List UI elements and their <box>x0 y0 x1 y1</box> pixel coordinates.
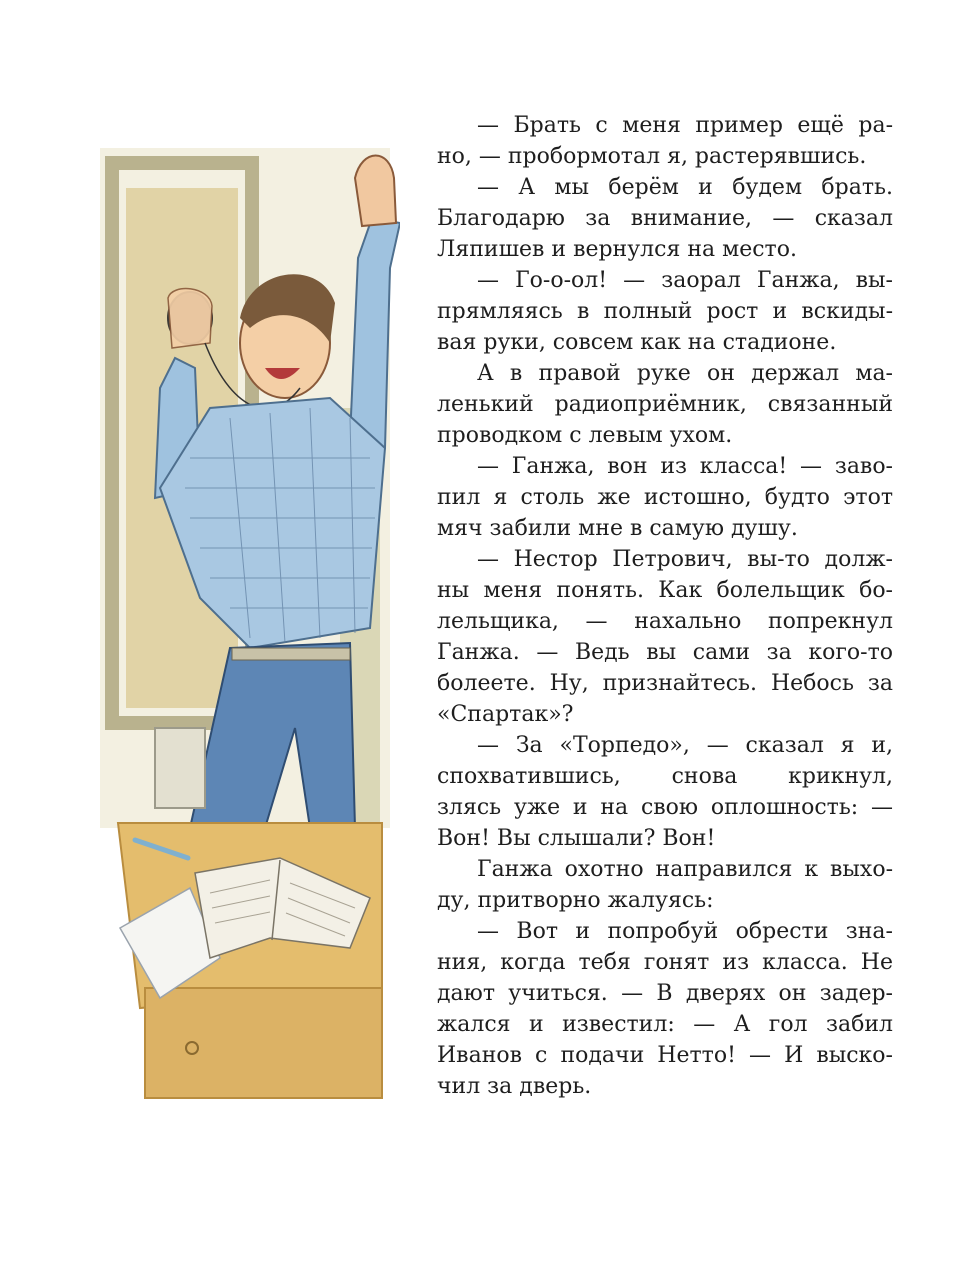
text-line: — Нестор Петрович, вы-то долж- <box>477 547 893 572</box>
text-line: «Спартак»? <box>437 702 574 727</box>
text-line: спохватившись, снова крикнул, <box>437 764 893 789</box>
text-line: злясь уже и на свою оплошность: — <box>437 795 893 820</box>
text-line: ны меня понять. Как болельщик бо- <box>437 578 893 603</box>
paragraph <box>437 265 893 358</box>
text-line: прямляясь в полный рост и вскиды- <box>437 299 893 324</box>
text-line: — А мы берём и будем брать. <box>477 175 893 200</box>
paragraph <box>437 544 893 730</box>
text-line: дают учиться. — В дверях он задер- <box>437 981 893 1006</box>
chair-back <box>155 728 205 808</box>
text-line: болеете. Ну, признайтесь. Небось за <box>437 671 893 696</box>
raised-fist <box>355 156 396 227</box>
text-line: ленький радиоприёмник, связанный <box>437 392 893 417</box>
story-text <box>437 110 893 1102</box>
text-line: мяч забили мне в самую душу. <box>437 516 798 541</box>
boy-cheering-illustration <box>100 128 400 1118</box>
paragraph <box>437 854 893 916</box>
text-line: Иванов с подачи Нетто! — И выско- <box>437 1043 893 1068</box>
text-line: — За «Торпедо», — сказал я и, <box>477 733 893 758</box>
text-line: жался и известил: — А гол забил <box>437 1012 893 1037</box>
text-line: вая руки, совсем как на стадионе. <box>437 330 837 355</box>
desk-front <box>145 988 382 1098</box>
paragraph <box>437 730 893 854</box>
paragraph <box>437 110 893 172</box>
text-line: А в правой руке он держал ма- <box>477 361 893 386</box>
text-line: чил за дверь. <box>437 1074 592 1099</box>
text-line: но, — пробормотал я, растерявшись. <box>437 144 867 169</box>
paragraph <box>437 916 893 1102</box>
hand-holding-radio <box>168 289 212 348</box>
text-line: — Брать с меня пример ещё ра- <box>477 113 893 138</box>
text-line: Благодарю за внимание, — сказал <box>437 206 893 231</box>
text-line: лельщика, — нахально попрекнул <box>437 609 893 634</box>
paragraph <box>437 451 893 544</box>
text-line: пил я столь же истошно, будто этот <box>437 485 893 510</box>
text-line: — Вот и попробуй обрести зна- <box>477 919 893 944</box>
text-line: ния, когда тебя гонят из класса. Не <box>437 950 893 975</box>
paragraph <box>437 172 893 265</box>
text-line: Вон! Вы слышали? Вон! <box>437 826 716 851</box>
paragraph <box>437 358 893 451</box>
text-line: Ганжа охотно направился к выхо- <box>477 857 893 882</box>
text-line: — Го-о-ол! — заорал Ганжа, вы- <box>477 268 893 293</box>
text-line: Ганжа. — Ведь вы сами за кого-то <box>437 640 893 665</box>
text-line: — Ганжа, вон из класса! — заво- <box>477 454 893 479</box>
belt <box>232 648 350 660</box>
text-line: Ляпишев и вернулся на место. <box>437 237 797 262</box>
text-line: проводком с левым ухом. <box>437 423 733 448</box>
text-line: ду, притворно жалуясь: <box>437 888 714 913</box>
